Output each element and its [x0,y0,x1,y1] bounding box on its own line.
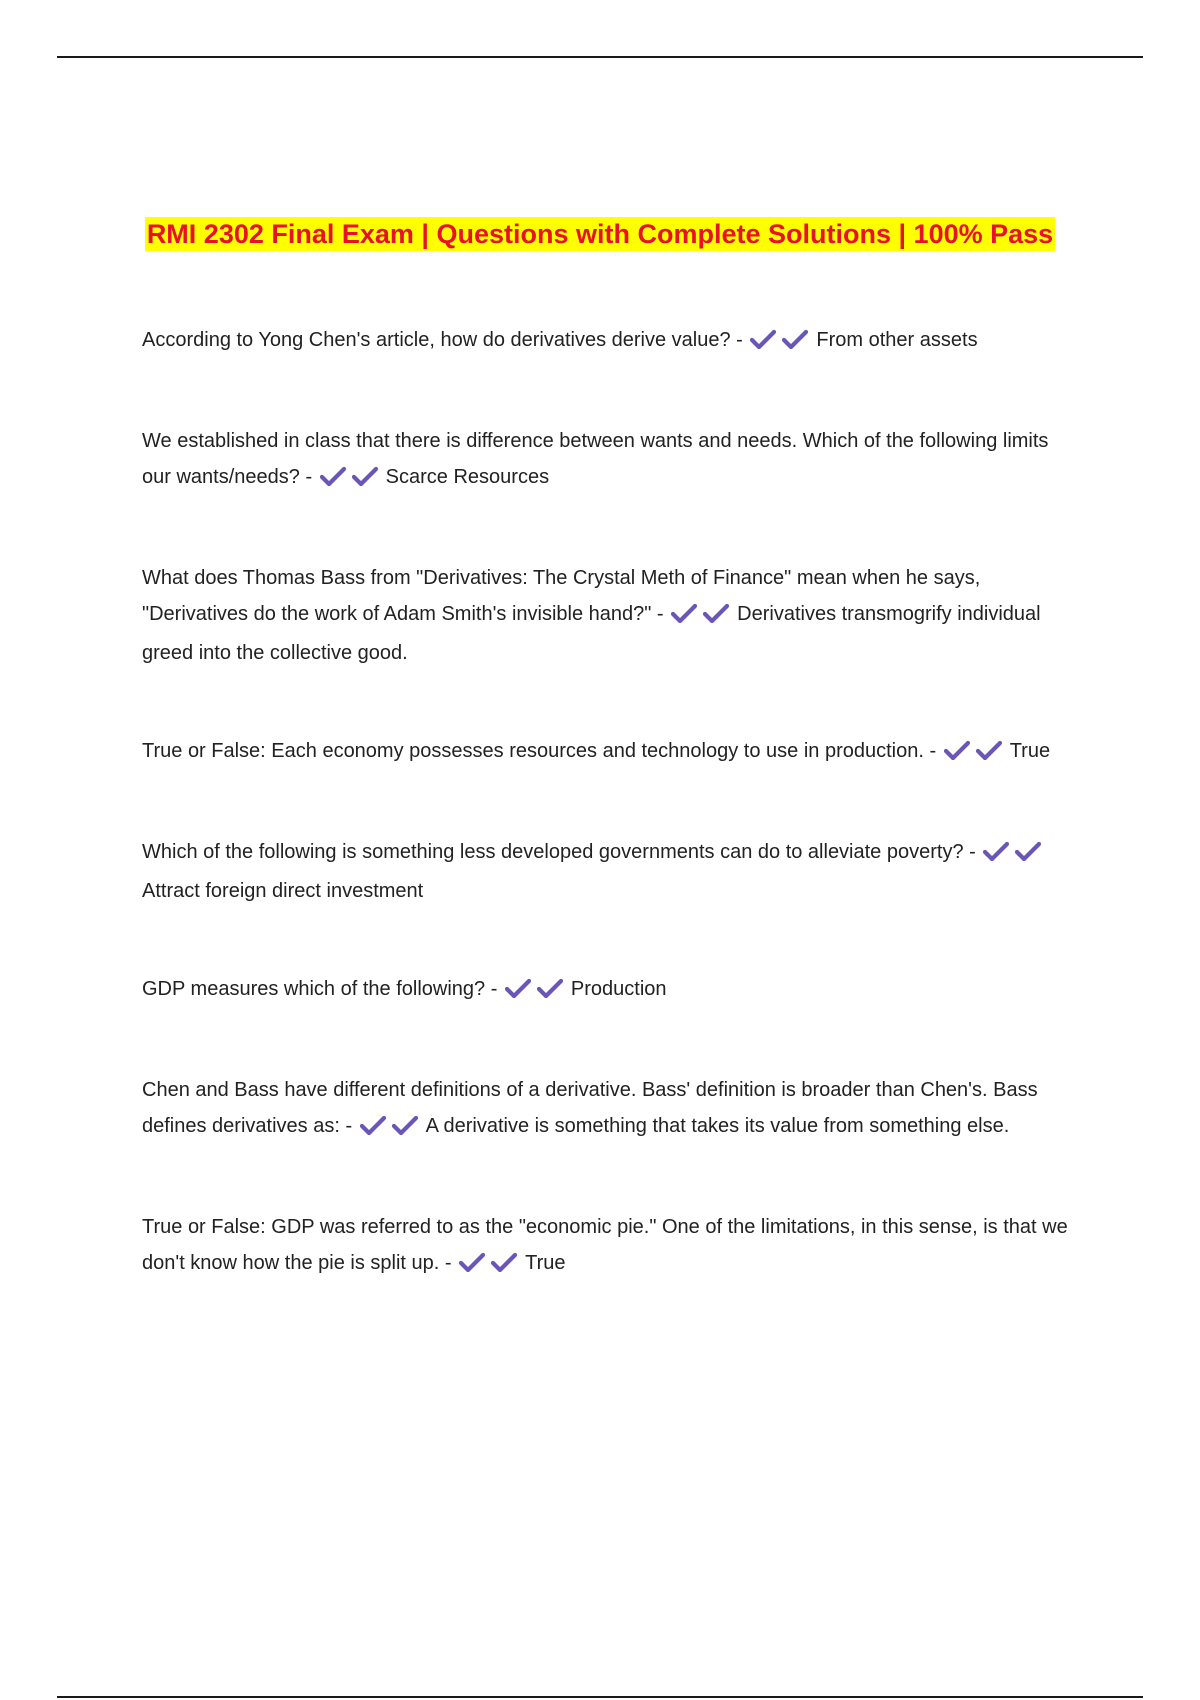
answer-text: Derivatives transmogrify individual greed into the collective good. [142,603,1041,664]
qa-item [142,560,1082,671]
separator: - [299,466,318,488]
separator: - [963,841,982,863]
answer-text: Production [570,978,667,1000]
qa-item [142,1209,1082,1284]
check-marks [320,462,384,498]
check-icon [320,466,346,486]
check-marks [360,1111,424,1147]
check-icon [392,1115,418,1135]
check-icon [976,740,1002,760]
check-icon [703,603,729,623]
check-icon [459,1252,485,1272]
bottom-rule [57,1696,1143,1698]
separator: - [339,1115,358,1137]
question-text: According to Yong Chen's article, how do derivatives derive value? [142,329,731,351]
question-list [142,322,1082,1284]
document-title-text: RMI 2302 Final Exam | Questions with Complete Solutions | 100% Pass [146,219,1054,249]
answer-text: A derivative is something that takes its value from something else. [425,1115,1010,1137]
question-text: True or False: GDP was referred to as the "economic pie." One of the limitations, in this sense, is that we don't know how the pie is split up. [142,1216,1068,1274]
separator: - [923,740,942,762]
question-text: Chen and Bass have different definitions of a derivative. Bass' definition is broader than Chen's. Bass defines derivatives as: [142,1079,1038,1137]
check-icon [782,329,808,349]
check-icon [505,978,531,998]
question-text: Which of the following is something less developed governments can do to alleviate poverty? [142,841,964,863]
check-icon [491,1252,517,1272]
top-rule [57,56,1143,58]
check-icon [537,978,563,998]
check-icon [360,1115,386,1135]
qa-item [142,733,1082,772]
qa-item [142,322,1082,361]
check-icon [352,466,378,486]
separator: - [439,1252,458,1274]
answer-text: Scarce Resources [385,466,550,488]
check-marks [671,599,735,635]
question-text: GDP measures which of the following? [142,978,486,1000]
answer-text: Attract foreign direct investment [142,880,424,902]
check-marks [983,837,1047,873]
check-marks [750,325,814,361]
answer-text: True [1009,740,1051,762]
answer-text: From other assets [816,329,978,351]
check-icon [944,740,970,760]
check-icon [1015,841,1041,861]
separator: - [730,329,749,351]
check-marks [944,736,1008,772]
qa-item [142,1072,1082,1147]
answer-text: True [525,1252,566,1274]
document-title [130,212,1070,256]
qa-item [142,971,1082,1010]
check-marks [459,1248,523,1284]
check-icon [983,841,1009,861]
question-text: We established in class that there is difference between wants and needs. Which of the following limits our wants/needs? [142,430,1049,488]
separator: - [651,603,670,625]
check-icon [671,603,697,623]
qa-item [142,834,1082,909]
question-text: What does Thomas Bass from "Derivatives: The Crystal Meth of Finance" mean when he says, "Derivatives do the work of Adam Smith's invisible hand?" [142,567,981,625]
check-icon [750,329,776,349]
separator: - [485,978,503,1000]
qa-item [142,423,1082,498]
check-marks [505,974,569,1010]
question-text: True or False: Each economy possesses resources and technology to use in production. [142,740,924,762]
